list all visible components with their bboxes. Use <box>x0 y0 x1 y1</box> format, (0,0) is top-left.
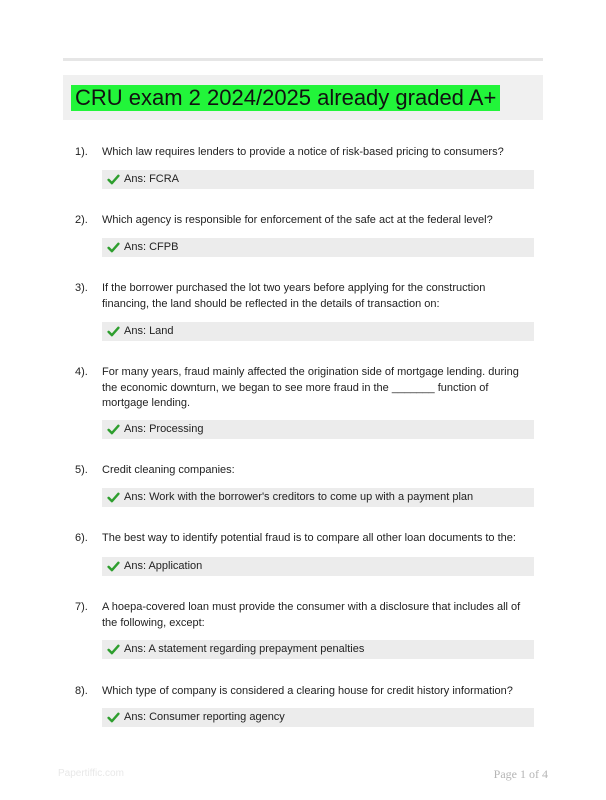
question-number: 6). <box>75 532 88 544</box>
check-icon <box>107 423 120 436</box>
answer-box <box>102 488 534 507</box>
page-number: Page 1 of 4 <box>493 767 548 781</box>
check-icon <box>107 643 120 656</box>
answer-text: Ans: CFPB <box>124 241 179 253</box>
question-text: For many years, fraud mainly affected the origination side of mortgage lending. during the economic downturn, we began to see more fraud in the _______ function of mortgage lending. <box>102 366 519 409</box>
check-icon <box>107 173 120 186</box>
answer-text: Ans: A statement regarding prepayment penalties <box>124 643 365 655</box>
question-number: 8). <box>75 685 88 697</box>
answer-box <box>102 708 534 727</box>
question-text: Which law requires lenders to provide a notice of risk-based pricing to consumers? <box>102 146 504 158</box>
question-text: If the borrower purchased the lot two years before applying for the construction financing, the land should be reflected in the details of transaction on: <box>102 282 486 310</box>
question-number: 1). <box>75 146 88 158</box>
question-text: Which type of company is considered a clearing house for credit history information? <box>102 685 513 697</box>
answer-box <box>102 640 534 659</box>
answer-box <box>102 557 534 576</box>
question-number: 4). <box>75 366 88 378</box>
check-icon <box>107 241 120 254</box>
question-text: Credit cleaning companies: <box>102 464 235 476</box>
question-number: 5). <box>75 464 88 476</box>
footer-watermark: Papertiffic.com <box>58 768 124 779</box>
answer-box <box>102 322 534 341</box>
question-text: Which agency is responsible for enforcement of the safe act at the federal level? <box>102 214 493 226</box>
answer-box <box>102 238 534 257</box>
question-text: A hoepa-covered loan must provide the consumer with a disclosure that includes all of the following, except: <box>102 601 521 629</box>
answer-text: Ans: Work with the borrower's creditors to come up with a payment plan <box>124 491 474 503</box>
answer-box <box>102 420 534 439</box>
check-icon <box>107 491 120 504</box>
question-number: 7). <box>75 601 88 613</box>
answer-text: Ans: FCRA <box>124 173 180 185</box>
answer-text: Ans: Processing <box>124 423 204 435</box>
question-number: 3). <box>75 282 88 294</box>
question-number: 2). <box>75 214 88 226</box>
answer-box <box>102 170 534 189</box>
title-box <box>63 75 543 120</box>
answer-text: Ans: Application <box>124 560 203 572</box>
question-text: The best way to identify potential fraud is to compare all other loan documents to the: <box>102 532 516 544</box>
top-rule <box>63 58 543 61</box>
check-icon <box>107 325 120 338</box>
check-icon <box>107 711 120 724</box>
check-icon <box>107 560 120 573</box>
document-title: CRU exam 2 2024/2025 already graded A+ <box>71 85 500 111</box>
answer-text: Ans: Land <box>124 325 174 337</box>
answer-text: Ans: Consumer reporting agency <box>124 711 285 723</box>
